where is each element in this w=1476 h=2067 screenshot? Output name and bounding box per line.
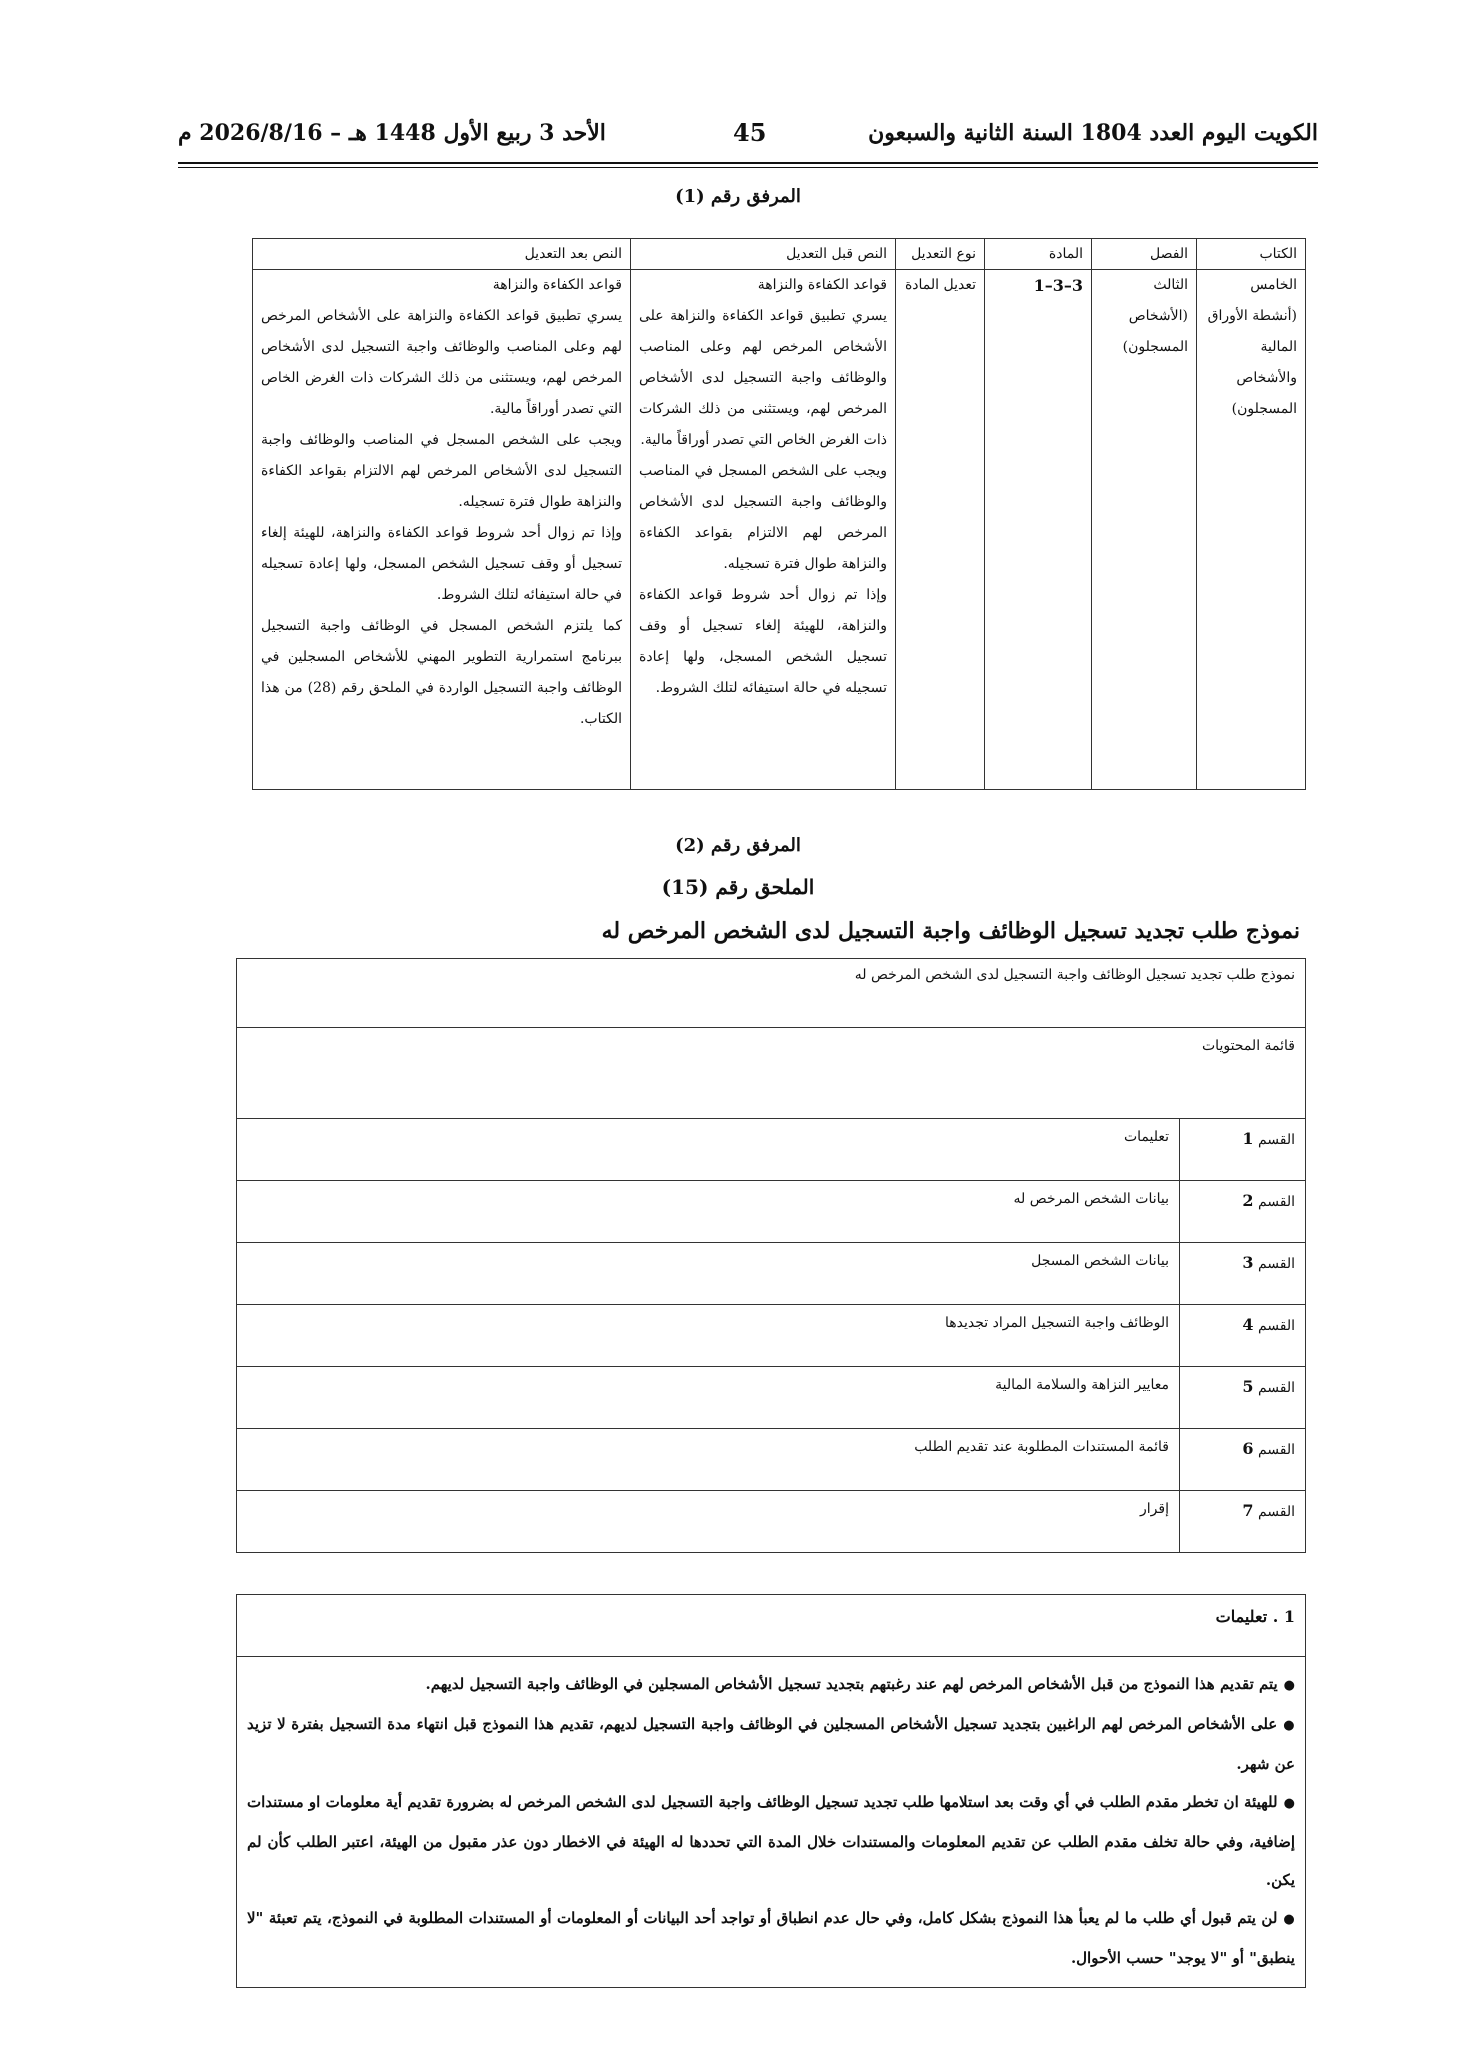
- before-paragraph: ويجب على الشخص المسجل في المناصب والوظائف واجبة التسجيل لدى الأشخاص المرخص لهم الالتزام بقواعد الكفاءة والنزاهة طوال فترة تسجيله.: [639, 463, 887, 572]
- form-title: نموذج طلب تجديد تسجيل الوظائف واجبة التسجيل لدى الشخص المرخص له: [601, 918, 1300, 944]
- cell-text-before: [631, 270, 896, 790]
- col-book: الكتاب: [1197, 239, 1306, 270]
- amendment-table-row: [253, 270, 1306, 790]
- header-date: الأحد 3 ربيع الأول 1448 هـ – 2026/8/16 م: [178, 120, 606, 146]
- after-heading: قواعد الكفاءة والنزاهة: [492, 277, 622, 293]
- bullet-icon: ●: [1283, 1796, 1296, 1811]
- col-article: المادة: [985, 239, 1092, 270]
- section-row: [237, 1305, 1306, 1367]
- after-paragraph: ويجب على الشخص المسجل في المناصب والوظائف واجبة التسجيل لدى الأشخاص المرخص لهم الالتزام بقواعد الكفاءة والنزاهة طوال فترة تسجيله.: [261, 432, 622, 510]
- instructions-heading-text: . تعليمات: [1215, 1607, 1279, 1626]
- section-number: 3: [1242, 1253, 1254, 1272]
- cell-article: 3–3–1: [985, 270, 1092, 790]
- section-name: إقرار: [237, 1491, 1180, 1553]
- section-name: بيانات الشخص المرخص له: [237, 1181, 1180, 1243]
- form-title-row: نموذج طلب تجديد تسجيل الوظائف واجبة التسجيل لدى الشخص المرخص له: [237, 959, 1306, 1028]
- section-word: القسم: [1257, 1504, 1295, 1520]
- section-name: معايير النزاهة والسلامة المالية: [237, 1367, 1180, 1429]
- instruction-text: لن يتم قبول أي طلب ما لم يعبأ هذا النموذج بشكل كامل، وفي حال عدم انطباق أو تواجد أحد البيانات أو المعلومات أو المستندات المطلوبة في النموذج، يتم تعبئة "لا ينطبق" أو "لا يوجد" حسب الأحوال.: [247, 1909, 1295, 1967]
- col-text-before: النص قبل التعديل: [631, 239, 896, 270]
- attachment1-title: المرفق رقم (1): [675, 186, 801, 207]
- cell-book: الخامس (أنشطة الأوراق المالية والأشخاص المسجلون): [1197, 270, 1306, 790]
- instructions-heading: [237, 1595, 1305, 1657]
- cell-amendment-type: تعديل المادة: [896, 270, 985, 790]
- instruction-item: [247, 1665, 1295, 1705]
- section-label: [1180, 1181, 1306, 1243]
- bullet-icon: ●: [1283, 1912, 1295, 1927]
- section-label: [1180, 1119, 1306, 1181]
- section-word: القسم: [1257, 1256, 1295, 1272]
- section-row: [237, 1491, 1306, 1553]
- annex-title: الملحق رقم (15): [661, 875, 815, 899]
- instructions-box: [236, 1594, 1306, 1988]
- section-word: القسم: [1257, 1132, 1295, 1148]
- page-number: 45: [733, 118, 767, 147]
- section-row: [237, 1429, 1306, 1491]
- section-number: 7: [1242, 1501, 1254, 1520]
- section-number: 5: [1242, 1377, 1254, 1396]
- section-word: القسم: [1257, 1318, 1295, 1334]
- instruction-item: [247, 1705, 1295, 1783]
- before-paragraph: وإذا تم زوال أحد شروط قواعد الكفاءة والنزاهة، للهيئة إلغاء تسجيل أو وقف تسجيل الشخص المسجل، ولها إعادة تسجيله في حالة استيفائه لتلك الشروط.: [639, 587, 887, 696]
- section-name: قائمة المستندات المطلوبة عند تقديم الطلب: [237, 1429, 1180, 1491]
- instructions-number: 1: [1283, 1607, 1295, 1626]
- cell-text-after: [253, 270, 631, 790]
- section-row: [237, 1119, 1306, 1181]
- section-number: 6: [1242, 1439, 1254, 1458]
- before-heading: قواعد الكفاءة والنزاهة: [757, 277, 887, 293]
- after-paragraph: وإذا تم زوال أحد شروط قواعد الكفاءة والنزاهة، للهيئة إلغاء تسجيل أو وقف تسجيل الشخص المسجل، ولها إعادة تسجيله في حالة استيفائه لتلك الشروط.: [261, 525, 622, 603]
- section-label: [1180, 1305, 1306, 1367]
- section-word: القسم: [1257, 1194, 1295, 1210]
- section-name: تعليمات: [237, 1119, 1180, 1181]
- header-rule: [178, 162, 1318, 164]
- instruction-item: [247, 1899, 1295, 1977]
- section-word: القسم: [1257, 1380, 1295, 1396]
- bullet-icon: ●: [1283, 1718, 1295, 1733]
- section-label: [1180, 1429, 1306, 1491]
- section-row: [237, 1181, 1306, 1243]
- section-number: 1: [1242, 1129, 1254, 1148]
- col-amendment-type: نوع التعديل: [896, 239, 985, 270]
- section-row: [237, 1243, 1306, 1305]
- col-text-after: النص بعد التعديل: [253, 239, 631, 270]
- section-label: [1180, 1243, 1306, 1305]
- section-label: [1180, 1491, 1306, 1553]
- col-chapter: الفصل: [1092, 239, 1197, 270]
- section-word: القسم: [1257, 1442, 1295, 1458]
- header-rule-thin: [178, 167, 1318, 168]
- before-paragraph: يسري تطبيق قواعد الكفاءة والنزاهة على الأشخاص المرخص لهم وعلى المناصب والوظائف واجبة التسجيل لدى الأشخاص المرخص لهم، ويستثنى من ذلك الشركات ذات الغرض الخاص التي تصدر أوراقاً مالية.: [639, 308, 887, 448]
- section-row: [237, 1367, 1306, 1429]
- instruction-text: للهيئة ان تخطر مقدم الطلب في أي وقت بعد استلامها طلب تجديد تسجيل الوظائف واجبة التسجيل لدى الشخص المرخص له بضرورة تقديم أية معلومات او مستندات إضافية، وفي حالة تخلف مقدم الطلب عن تقديم المعلومات والمستندات خلال المدة التي تحددها له الهيئة في الاخطار دون عذر مقبول من الهيئة، اعتبر الطلب كأن لم يكن.: [247, 1793, 1295, 1889]
- cell-chapter: الثالث (الأشخاص المسجلون): [1092, 270, 1197, 790]
- header-issue-info: الكويت اليوم العدد 1804 السنة الثانية والسبعون: [868, 120, 1318, 146]
- after-paragraph: يسري تطبيق قواعد الكفاءة والنزاهة على الأشخاص المرخص لهم وعلى المناصب والوظائف واجبة التسجيل لدى الأشخاص المرخص لهم، ويستثنى من ذلك الشركات ذات الغرض الخاص التي تصدر أوراقاً مالية.: [261, 308, 622, 417]
- section-label: [1180, 1367, 1306, 1429]
- section-name: بيانات الشخص المسجل: [237, 1243, 1180, 1305]
- instruction-text: على الأشخاص المرخص لهم الراغبين بتجديد تسجيل الأشخاص المسجلين في الوظائف واجبة التسجيل لديهم، تقديم هذا النموذج قبل انتهاء مدة التسجيل بفترة لا تزيد عن شهر.: [247, 1715, 1295, 1773]
- section-number: 4: [1242, 1315, 1254, 1334]
- attachment2-title: المرفق رقم (2): [675, 835, 801, 856]
- section-name: الوظائف واجبة التسجيل المراد تجديدها: [237, 1305, 1180, 1367]
- instruction-item: [247, 1783, 1295, 1899]
- amendment-table-header: [253, 239, 1306, 270]
- amendment-table: [252, 238, 1306, 790]
- after-paragraph: كما يلتزم الشخص المسجل في الوظائف واجبة التسجيل ببرنامج استمرارية التطوير المهني للأشخاص المسجلين في الوظائف واجبة التسجيل الواردة في الملحق رقم (28) من هذا الكتاب.: [261, 618, 623, 727]
- page-header: [178, 120, 1318, 150]
- bullet-icon: ●: [1283, 1678, 1295, 1693]
- contents-row: قائمة المحتويات: [237, 1028, 1306, 1119]
- instructions-list: [237, 1657, 1305, 1987]
- section-number: 2: [1242, 1191, 1254, 1210]
- instruction-text: يتم تقديم هذا النموذج من قبل الأشخاص المرخص لهم عند رغبتهم بتجديد تسجيل الأشخاص المسجلين في الوظائف واجبة التسجيل لديهم.: [425, 1675, 1278, 1693]
- form-contents-table: [236, 958, 1306, 1553]
